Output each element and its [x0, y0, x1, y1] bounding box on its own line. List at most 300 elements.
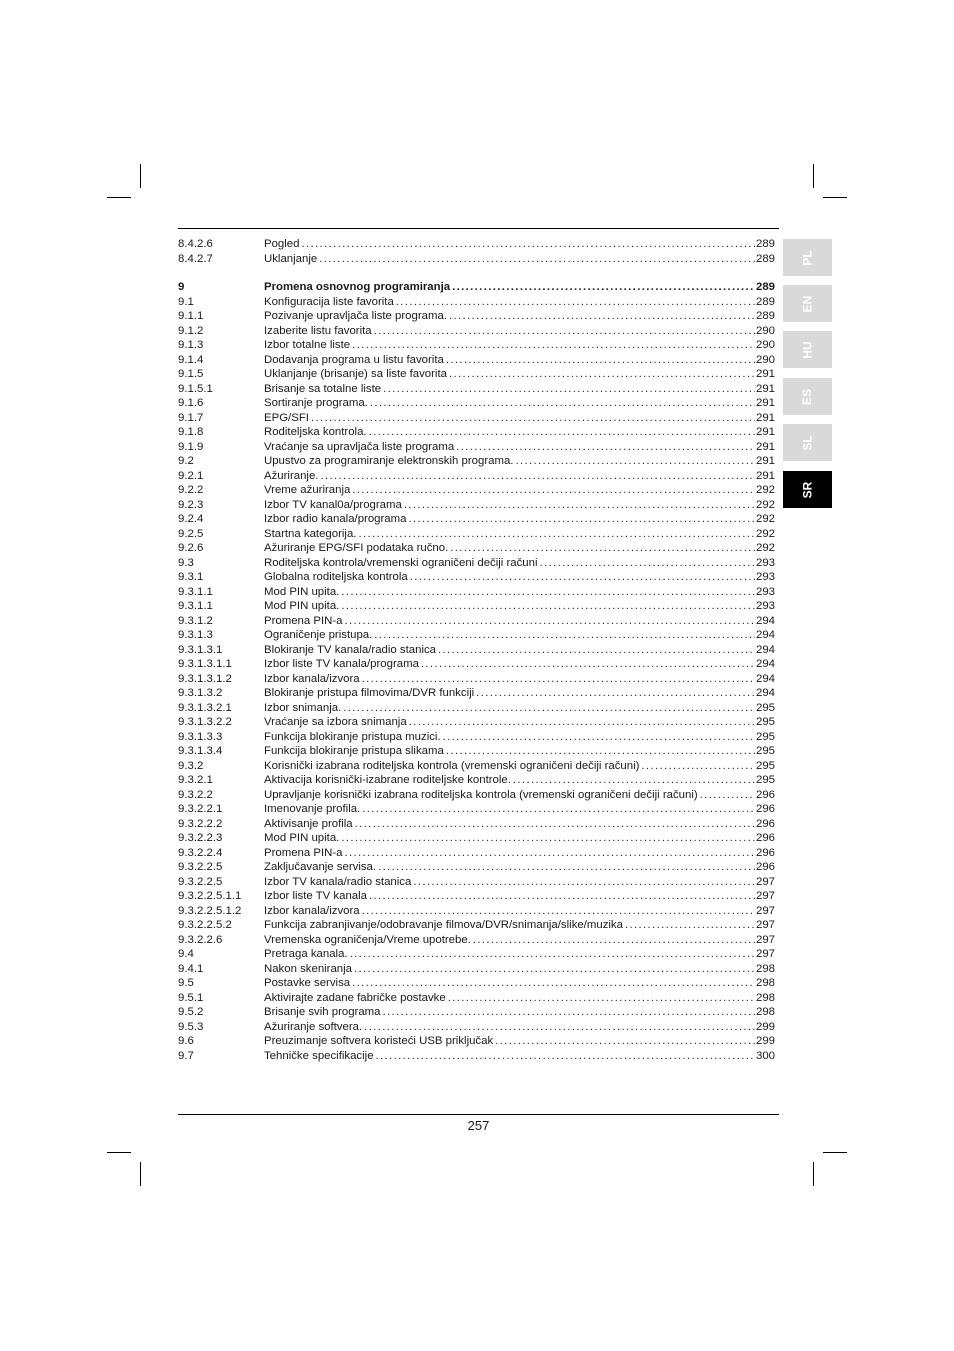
toc-number: 9.3.2.2.5.1.1	[178, 890, 242, 902]
toc-leader-dots	[309, 411, 755, 426]
crop-mark-bottom-right-vertical	[813, 1162, 814, 1186]
toc-entry	[264, 643, 775, 658]
toc-page: 291	[755, 397, 775, 409]
toc-page: 294	[755, 672, 775, 685]
toc-row	[178, 643, 775, 658]
toc-page: 291	[755, 455, 775, 467]
toc-leader-dots	[339, 831, 755, 846]
toc-row	[178, 498, 775, 513]
toc-number: 9.5.2	[178, 1006, 204, 1018]
toc-leader-dots	[299, 237, 755, 252]
toc-leader-dots	[447, 367, 755, 382]
toc-page: 292	[755, 542, 775, 554]
toc-entry	[264, 773, 775, 788]
toc-title: Roditeljska kontrola/vremenski ograničeni dečiji računi	[264, 556, 538, 569]
toc-entry	[264, 252, 775, 267]
toc-title: Promena PIN-a	[264, 614, 343, 627]
toc-row	[178, 1020, 775, 1035]
toc-entry	[264, 585, 775, 600]
toc-title: Funkcija blokiranje pristupa muzici.	[264, 730, 441, 743]
language-tab-pl[interactable]	[783, 239, 832, 276]
toc-number: 9.3	[178, 556, 194, 569]
toc-page: 289	[755, 281, 775, 293]
toc-number: 9.3.2.2.6	[178, 933, 223, 946]
toc-page: 292	[755, 484, 775, 496]
toc-leader-dots	[360, 802, 755, 817]
toc-row	[178, 860, 775, 875]
toc-page: 293	[755, 556, 775, 569]
toc-row	[178, 744, 775, 759]
toc-row	[178, 715, 775, 730]
toc-number: 9.3.2.2.5.1.2	[178, 904, 242, 917]
toc-row	[178, 976, 775, 991]
toc-leader-dots	[352, 962, 755, 977]
toc-page: 297	[755, 904, 775, 917]
toc-page: 290	[755, 353, 775, 366]
toc-title: Uklanjanje	[264, 252, 318, 265]
toc-row	[178, 425, 775, 440]
toc-title: Korisnički izabrana roditeljska kontrola (vremenski ograničeni dečiji računi)	[264, 759, 640, 772]
toc-row	[178, 628, 775, 643]
toc-number: 9.3.2.2.1	[178, 803, 223, 815]
toc-entry	[264, 686, 775, 701]
language-tab-sl[interactable]	[783, 424, 832, 461]
toc-title: Vraćanje sa izbora snimanja	[264, 716, 407, 728]
toc-title: Postavke servisa	[264, 977, 351, 989]
toc-title: Blokiranje pristupa filmovima/DVR funkciji	[264, 687, 475, 699]
toc-row	[178, 353, 775, 368]
toc-leader-dots	[411, 875, 755, 890]
toc-title: Funkcija zabranjivanje/odobravanje filmova/DVR/snimanja/slike/muzika	[264, 919, 623, 931]
toc-entry	[264, 846, 775, 861]
toc-entry	[264, 309, 775, 324]
toc-leader-dots	[381, 382, 755, 397]
toc-number: 9.2.1	[178, 469, 204, 482]
toc-leader-dots	[419, 657, 755, 672]
toc-row	[178, 730, 775, 745]
toc-page: 293	[755, 585, 775, 598]
toc-row	[178, 962, 775, 977]
toc-number: 9.1.5.1	[178, 382, 213, 395]
toc-title: Blokiranje TV kanala/radio stanica	[264, 643, 437, 656]
language-tab-en[interactable]	[783, 285, 832, 322]
language-tab-label: EN	[800, 295, 815, 312]
toc-number: 9.2	[178, 455, 194, 467]
toc-number: 9.1	[178, 295, 194, 308]
language-tab-hu[interactable]	[783, 331, 832, 368]
toc-row	[178, 324, 775, 339]
toc-page: 289	[755, 252, 775, 265]
toc-leader-dots	[471, 933, 755, 948]
toc-leader-dots	[623, 918, 755, 933]
toc-page: 293	[755, 600, 775, 612]
toc-number: 9.3.2.2.5.2	[178, 919, 232, 931]
toc-title: Izbor TV kanal0a/programa	[264, 498, 402, 511]
toc-page: 293	[755, 571, 775, 583]
toc-entry	[264, 628, 775, 643]
toc-entry	[264, 788, 775, 803]
toc-entry	[264, 483, 775, 498]
toc-entry	[264, 817, 775, 832]
toc-entry	[264, 541, 775, 556]
toc-leader-dots	[474, 686, 755, 701]
toc-title: Vremenska ograničenja/Vreme upotrebe.	[264, 933, 471, 946]
toc-entry	[264, 1034, 775, 1049]
toc-number: 9.6	[178, 1035, 194, 1047]
toc-page: 294	[755, 629, 775, 641]
toc-page: 291	[755, 426, 775, 438]
toc-entry	[264, 556, 775, 571]
bottom-rule	[178, 1114, 779, 1115]
toc-number: 9.7	[178, 1049, 194, 1062]
toc-page: 294	[755, 658, 775, 670]
toc-page: 291	[755, 411, 775, 424]
toc-leader-dots	[350, 483, 755, 498]
toc-page: 292	[755, 513, 775, 525]
toc-entry	[264, 599, 775, 614]
crop-mark-top-right-vertical	[813, 164, 814, 188]
toc-entry	[264, 991, 775, 1006]
toc-number: 9.2.5	[178, 527, 204, 540]
toc-page: 289	[755, 238, 775, 250]
toc-title: Tehničke specifikacije	[264, 1049, 374, 1062]
toc-title: Nakon skeniranja	[264, 962, 353, 975]
toc-entry	[264, 904, 775, 919]
toc-leader-dots	[493, 1034, 755, 1049]
toc-row	[178, 512, 775, 527]
toc-leader-dots	[436, 643, 755, 658]
toc-page: 296	[755, 861, 775, 873]
crop-mark-top-left-vertical	[140, 164, 141, 188]
toc-title: Izbor kanala/izvora	[264, 904, 360, 917]
toc-page: 295	[755, 701, 775, 714]
toc-entry	[264, 1020, 775, 1035]
toc-leader-dots	[356, 527, 755, 542]
toc-title: Pretraga kanala.	[264, 948, 348, 960]
toc-number: 9.2.3	[178, 498, 204, 511]
toc-leader-dots	[698, 788, 755, 803]
toc-number: 9.1.9	[178, 440, 204, 453]
toc-entry	[264, 411, 775, 426]
toc-entry	[264, 889, 775, 904]
toc-leader-dots	[511, 773, 755, 788]
toc-title: Promena PIN-a	[264, 846, 343, 859]
toc-leader-dots	[339, 585, 755, 600]
toc-entry	[264, 875, 775, 890]
toc-leader-dots	[446, 991, 755, 1006]
toc-row	[178, 541, 775, 556]
toc-number: 9.1.8	[178, 426, 204, 438]
language-tab-es[interactable]	[783, 378, 832, 415]
toc-row	[178, 556, 775, 571]
toc-page: 297	[755, 875, 775, 888]
toc-page: 296	[755, 788, 775, 801]
toc-page: 298	[755, 991, 775, 1004]
toc-leader-dots	[317, 252, 755, 267]
toc-entry	[264, 324, 775, 339]
toc-leader-dots	[360, 672, 755, 687]
toc-entry	[264, 657, 775, 672]
toc-title: Izbor radio kanala/programa	[264, 513, 407, 525]
toc-number: 9.1.7	[178, 411, 204, 424]
toc-leader-dots	[343, 846, 756, 861]
toc-page: 298	[755, 977, 775, 989]
toc-number: 9.1.1	[178, 310, 204, 322]
toc-number: 9.3.1.3.1.2	[178, 672, 232, 685]
language-tab-label: ES	[800, 388, 815, 405]
toc-row	[178, 295, 775, 310]
toc-leader-dots	[368, 396, 755, 411]
toc-entry	[264, 512, 775, 527]
toc-title: Mod PIN upita.	[264, 585, 340, 598]
toc-entry	[264, 295, 775, 310]
toc-number: 9.5	[178, 977, 194, 989]
toc-row	[178, 527, 775, 542]
toc-title: Izbor snimanja.	[264, 701, 342, 714]
toc-row	[178, 686, 775, 701]
toc-entry	[264, 425, 775, 440]
toc-entry	[264, 338, 775, 353]
toc-row	[178, 817, 775, 832]
toc-row	[178, 991, 775, 1006]
toc-leader-dots	[454, 440, 755, 455]
toc-row	[178, 483, 775, 498]
toc-title: Ažuriranje softvera.	[264, 1020, 363, 1033]
toc-entry	[264, 701, 775, 716]
language-tab-label: SL	[800, 434, 815, 451]
toc-title: Izbor liste TV kanala/programa	[264, 658, 419, 670]
toc-entry	[264, 498, 775, 513]
toc-leader-dots	[367, 425, 755, 440]
toc-number: 9.1.5	[178, 368, 204, 380]
toc-title: Izaberite listu favorita	[264, 324, 372, 337]
toc-page: 291	[755, 440, 775, 453]
toc-page: 296	[755, 817, 775, 830]
crop-mark-bottom-right-horizontal	[823, 1152, 847, 1153]
toc-page: 291	[755, 368, 775, 380]
toc-leader-dots	[339, 599, 755, 614]
toc-row	[178, 1034, 775, 1049]
toc-entry	[264, 672, 775, 687]
toc-page: 292	[755, 498, 775, 511]
toc-row	[178, 831, 775, 846]
toc-title: Mod PIN upita.	[264, 832, 340, 844]
toc-page: 290	[755, 324, 775, 337]
toc-title: Imenovanje profila.	[264, 803, 361, 815]
toc-leader-dots	[348, 947, 755, 962]
toc-row	[178, 933, 775, 948]
toc-row	[178, 309, 775, 324]
toc-row	[178, 614, 775, 629]
toc-number: 9.3.2.1	[178, 774, 213, 786]
toc-page: 289	[755, 310, 775, 322]
toc-number: 9.3.1.3.3	[178, 730, 223, 743]
toc-row	[178, 280, 775, 295]
toc-number: 8.4.2.7	[178, 252, 213, 265]
toc-number: 9.3.1.3.2	[178, 687, 223, 699]
toc-leader-dots	[394, 295, 755, 310]
toc-page: 295	[755, 716, 775, 728]
toc-entry	[264, 744, 775, 759]
toc-row	[178, 701, 775, 716]
toc-leader-dots	[372, 628, 755, 643]
toc-entry	[264, 367, 775, 382]
toc-title: Ažuriranje EPG/SFI podataka ručno.	[264, 542, 449, 554]
toc-leader-dots	[538, 556, 755, 571]
toc-number: 9.3.2.2	[178, 788, 213, 801]
toc-leader-dots	[376, 860, 755, 875]
toc-page: 297	[755, 933, 775, 946]
toc-number: 9.3.2	[178, 759, 204, 772]
toc-title: Uklanjanje (brisanje) sa liste favorita	[264, 368, 447, 380]
toc-row	[178, 440, 775, 455]
toc-number: 9.2.4	[178, 513, 204, 525]
toc-title: Promena osnovnog programiranja	[264, 281, 451, 293]
toc-number: 9.2.2	[178, 484, 204, 496]
toc-entry	[264, 1005, 775, 1020]
toc-number: 9.3.2.2.4	[178, 846, 223, 859]
toc-title: Brisanje sa totalne liste	[264, 382, 382, 395]
toc-entry	[264, 918, 775, 933]
toc-title: Aktivirajte zadane fabričke postavke	[264, 991, 446, 1004]
toc-number: 9.4.1	[178, 962, 204, 975]
toc-title: Startna kategorija.	[264, 527, 357, 540]
toc-entry	[264, 353, 775, 368]
toc-title: Konfiguracija liste favorita	[264, 295, 394, 308]
toc-number: 9.3.2.2.5	[178, 861, 223, 873]
toc-row	[178, 889, 775, 904]
toc-entry	[264, 280, 775, 295]
toc-page: 291	[755, 469, 775, 482]
toc-entry	[264, 730, 775, 745]
toc-row	[178, 904, 775, 919]
toc-page: 294	[755, 614, 775, 627]
toc-page: 296	[755, 832, 775, 844]
page-number: 257	[467, 1118, 490, 1133]
toc-row	[178, 599, 775, 614]
toc-leader-dots	[362, 1020, 755, 1035]
toc-title: Izbor kanala/izvora	[264, 672, 360, 685]
toc-entry	[264, 440, 775, 455]
toc-page: 297	[755, 919, 775, 931]
toc-row	[178, 773, 775, 788]
toc-row	[178, 252, 775, 267]
toc-leader-dots	[444, 353, 755, 368]
toc-title: Pogled	[264, 238, 300, 250]
toc-leader-dots	[406, 512, 755, 527]
toc-entry	[264, 454, 775, 469]
table-of-contents	[178, 237, 775, 1063]
toc-title: Ažuriranje.	[264, 469, 319, 482]
crop-mark-top-left-horizontal	[107, 197, 131, 198]
toc-number: 9.1.4	[178, 353, 204, 366]
toc-page: 291	[755, 382, 775, 395]
toc-leader-dots	[513, 454, 755, 469]
toc-page: 296	[755, 846, 775, 859]
toc-title: Izbor TV kanala/radio stanica	[264, 875, 412, 888]
toc-title: Preuzimanje softvera koristeći USB priključak	[264, 1035, 494, 1047]
toc-number: 8.4.2.6	[178, 238, 213, 250]
toc-leader-dots	[372, 324, 755, 339]
toc-title: Roditeljska kontrola.	[264, 426, 367, 438]
toc-leader-dots	[341, 701, 755, 716]
toc-number: 9.3.1.1	[178, 600, 213, 612]
toc-leader-dots	[448, 541, 755, 556]
toc-page: 294	[755, 643, 775, 656]
toc-row	[178, 875, 775, 890]
toc-title: Zaključavanje servisa.	[264, 861, 377, 873]
toc-entry	[264, 759, 775, 774]
toc-entry	[264, 933, 775, 948]
toc-leader-dots	[402, 498, 755, 513]
toc-number: 9.3.2.2.2	[178, 817, 223, 830]
toc-number: 9.2.6	[178, 542, 204, 554]
toc-number: 9.1.6	[178, 397, 204, 409]
toc-title: Izbor totalne liste	[264, 339, 351, 351]
toc-page: 298	[755, 1006, 775, 1018]
toc-title: Izbor liste TV kanala	[264, 890, 367, 902]
toc-entry	[264, 947, 775, 962]
toc-leader-dots	[367, 889, 755, 904]
toc-leader-dots	[353, 817, 755, 832]
toc-title: Vraćanje sa upravljača liste programa	[264, 440, 455, 453]
toc-page: 297	[755, 890, 775, 902]
toc-title: EPG/SFI	[264, 411, 309, 424]
toc-page: 300	[755, 1049, 775, 1062]
toc-leader-dots	[350, 976, 755, 991]
toc-number: 9.3.1.3.2.1	[178, 701, 232, 714]
toc-row	[178, 338, 775, 353]
toc-number: 9.3.1.3.2.2	[178, 716, 232, 728]
toc-number: 9.3.1.1	[178, 585, 213, 598]
toc-row	[178, 454, 775, 469]
toc-row	[178, 947, 775, 962]
toc-entry	[264, 614, 775, 629]
toc-row	[178, 1049, 775, 1064]
toc-page: 295	[755, 759, 775, 772]
toc-number: 9.3.1.2	[178, 614, 213, 627]
toc-row	[178, 759, 775, 774]
toc-page: 292	[755, 527, 775, 540]
toc-page: 295	[755, 745, 775, 757]
toc-entry	[264, 962, 775, 977]
toc-page: 297	[755, 948, 775, 960]
toc-row	[178, 672, 775, 687]
toc-leader-dots	[350, 338, 755, 353]
language-tab-sr[interactable]	[783, 471, 832, 508]
toc-number: 9.1.2	[178, 324, 204, 337]
toc-page: 295	[755, 730, 775, 743]
toc-page: 290	[755, 339, 775, 351]
toc-number: 9.5.1	[178, 991, 204, 1004]
toc-page: 295	[755, 774, 775, 786]
toc-leader-dots	[441, 730, 755, 745]
toc-entry	[264, 382, 775, 397]
toc-title: Upustvo za programiranje elektronskih programa.	[264, 455, 514, 467]
toc-leader-dots	[374, 1049, 755, 1064]
toc-row	[178, 411, 775, 426]
toc-page: 299	[755, 1035, 775, 1047]
toc-title: Upravljanje korisnički izabrana roditeljska kontrola (vremenski ograničeni dečiji računi)	[264, 788, 698, 801]
toc-number: 9.3.1	[178, 571, 204, 583]
language-tab-label: SR	[800, 481, 815, 498]
toc-row	[178, 570, 775, 585]
toc-number: 9.3.1.3	[178, 629, 213, 641]
toc-number: 9.3.1.3.1	[178, 643, 223, 656]
toc-entry	[264, 860, 775, 875]
toc-title: Aktivisanje profila	[264, 817, 353, 830]
toc-title: Vreme ažuriranja	[264, 484, 351, 496]
